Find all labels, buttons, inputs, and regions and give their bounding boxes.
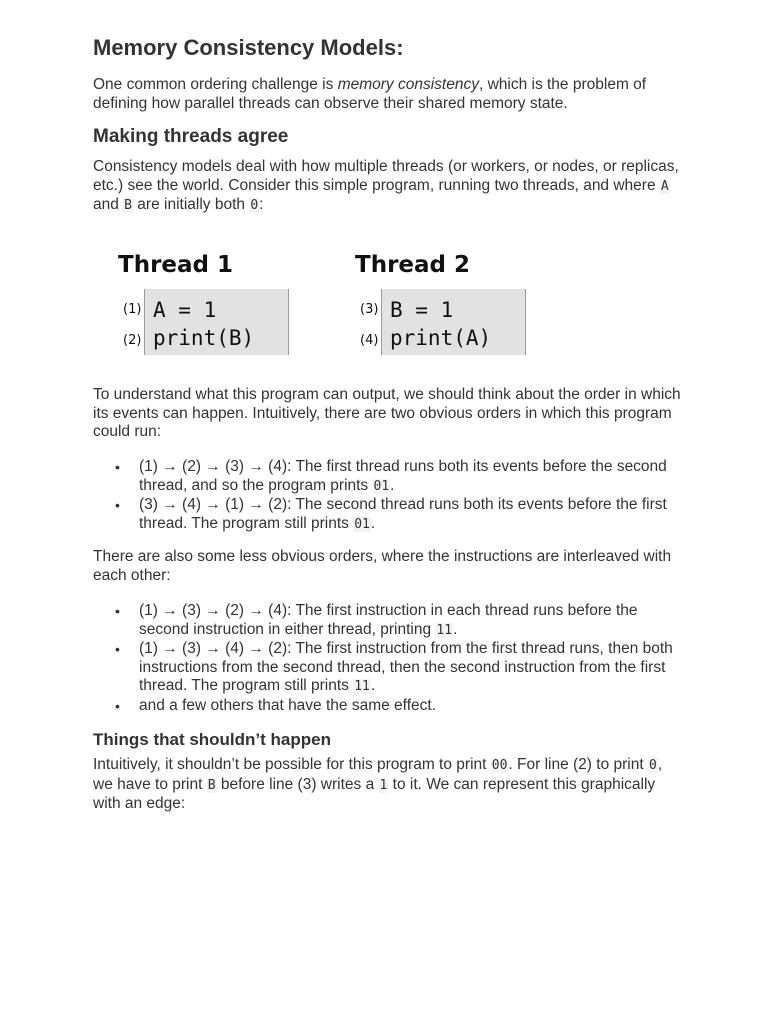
inline-code: A xyxy=(660,178,669,194)
text-run: : xyxy=(259,196,264,213)
inline-code: 01 xyxy=(354,516,370,532)
shouldnt-happen-paragraph xyxy=(93,756,683,814)
thread-2-title: Thread 2 xyxy=(355,252,470,278)
inline-code: B xyxy=(207,777,216,793)
thread-1-code-block xyxy=(144,289,289,355)
inline-code: 00 xyxy=(491,758,508,773)
section-heading-making-threads-agree: Making threads agree xyxy=(93,126,289,147)
inline-code: 1 xyxy=(379,777,388,793)
text-run: . xyxy=(370,514,376,532)
text-run: and a few others that have the same effect. xyxy=(139,696,436,714)
line-number: (4) xyxy=(360,333,379,348)
code-line: A = 1 xyxy=(153,298,217,322)
text-run: and xyxy=(93,196,124,213)
order-paragraph: To understand what this program can output, we should think about the order in which its events can happen. Intuitively, there are two obvious orders in which this program could run: xyxy=(93,386,681,440)
section-heading-things-that-shouldnt-happen: Things that shouldn’t happen xyxy=(93,730,331,749)
text-run: (1) → (3) → (4) → (2): The first instruction from the first thread runs, then both instructions from the second thread, then the second instruction from the first thread. The program still prints xyxy=(139,640,673,694)
text-run: . xyxy=(453,620,458,638)
page-title: Memory Consistency Models: xyxy=(93,35,404,60)
text-run: (3) → (4) → (1) → (2): The second thread runs both its events before the first thread. The program still prints xyxy=(139,496,667,532)
line-number: (3) xyxy=(360,302,379,317)
inline-code: 01 xyxy=(373,478,390,494)
intro-text-end: , which is the problem of defining how parallel threads can observe their shared memory state. xyxy=(93,76,647,112)
list-item xyxy=(93,697,683,716)
list-item xyxy=(93,602,683,640)
interleave-paragraph: There are also some less obvious orders, where the instructions are interleaved with each other: xyxy=(93,548,672,584)
text-run: , we have to print xyxy=(93,756,663,793)
list-item xyxy=(93,640,683,697)
code-line: print(A) xyxy=(390,326,492,350)
inline-code: B xyxy=(124,198,132,213)
inline-code: 11 xyxy=(436,622,453,638)
code-line: B = 1 xyxy=(390,298,454,322)
inline-code: 0 xyxy=(250,198,259,213)
text-run: . xyxy=(390,476,395,494)
list-item xyxy=(93,496,683,534)
text-run: Intuitively, it shouldn’t be possible for this program to print xyxy=(93,756,491,773)
list-item xyxy=(93,458,683,496)
consistency-paragraph xyxy=(93,158,683,216)
thread-1-title: Thread 1 xyxy=(118,252,233,278)
text-run: . For line (2) to print xyxy=(508,756,648,773)
code-line: print(B) xyxy=(153,326,255,350)
text-run: before line (3) writes a xyxy=(216,775,379,793)
text-run: . xyxy=(370,677,376,694)
line-number: (1) xyxy=(123,302,142,317)
text-run: to it. We can represent this graphically with an edge: xyxy=(93,775,656,812)
line-number: (2) xyxy=(123,333,142,348)
obvious-orders-list xyxy=(93,458,683,534)
text-run: Consistency models deal with how multiple threads (or workers, or nodes, or replicas, etc.) see the world. Consider this simple program, running two threads, and where xyxy=(93,158,679,194)
thread-2-code-block xyxy=(381,289,526,355)
intro-emphasis: memory consistency xyxy=(337,76,479,93)
inline-code: 11 xyxy=(354,679,370,694)
text-run: are initially both xyxy=(133,196,250,213)
interleaved-orders-list xyxy=(93,602,683,715)
threads-code-figure xyxy=(93,250,553,360)
inline-code: 0 xyxy=(648,758,657,773)
intro-paragraph xyxy=(93,76,683,113)
text-run: (1) → (3) → (2) → (4): The first instruction in each thread runs before the second instruction in either thread, printing xyxy=(139,602,638,638)
intro-text-start: One common ordering challenge is xyxy=(93,76,338,93)
text-run: (1) → (2) → (3) → (4): The first thread runs both its events before the second thread, and so the program prints xyxy=(139,458,667,494)
